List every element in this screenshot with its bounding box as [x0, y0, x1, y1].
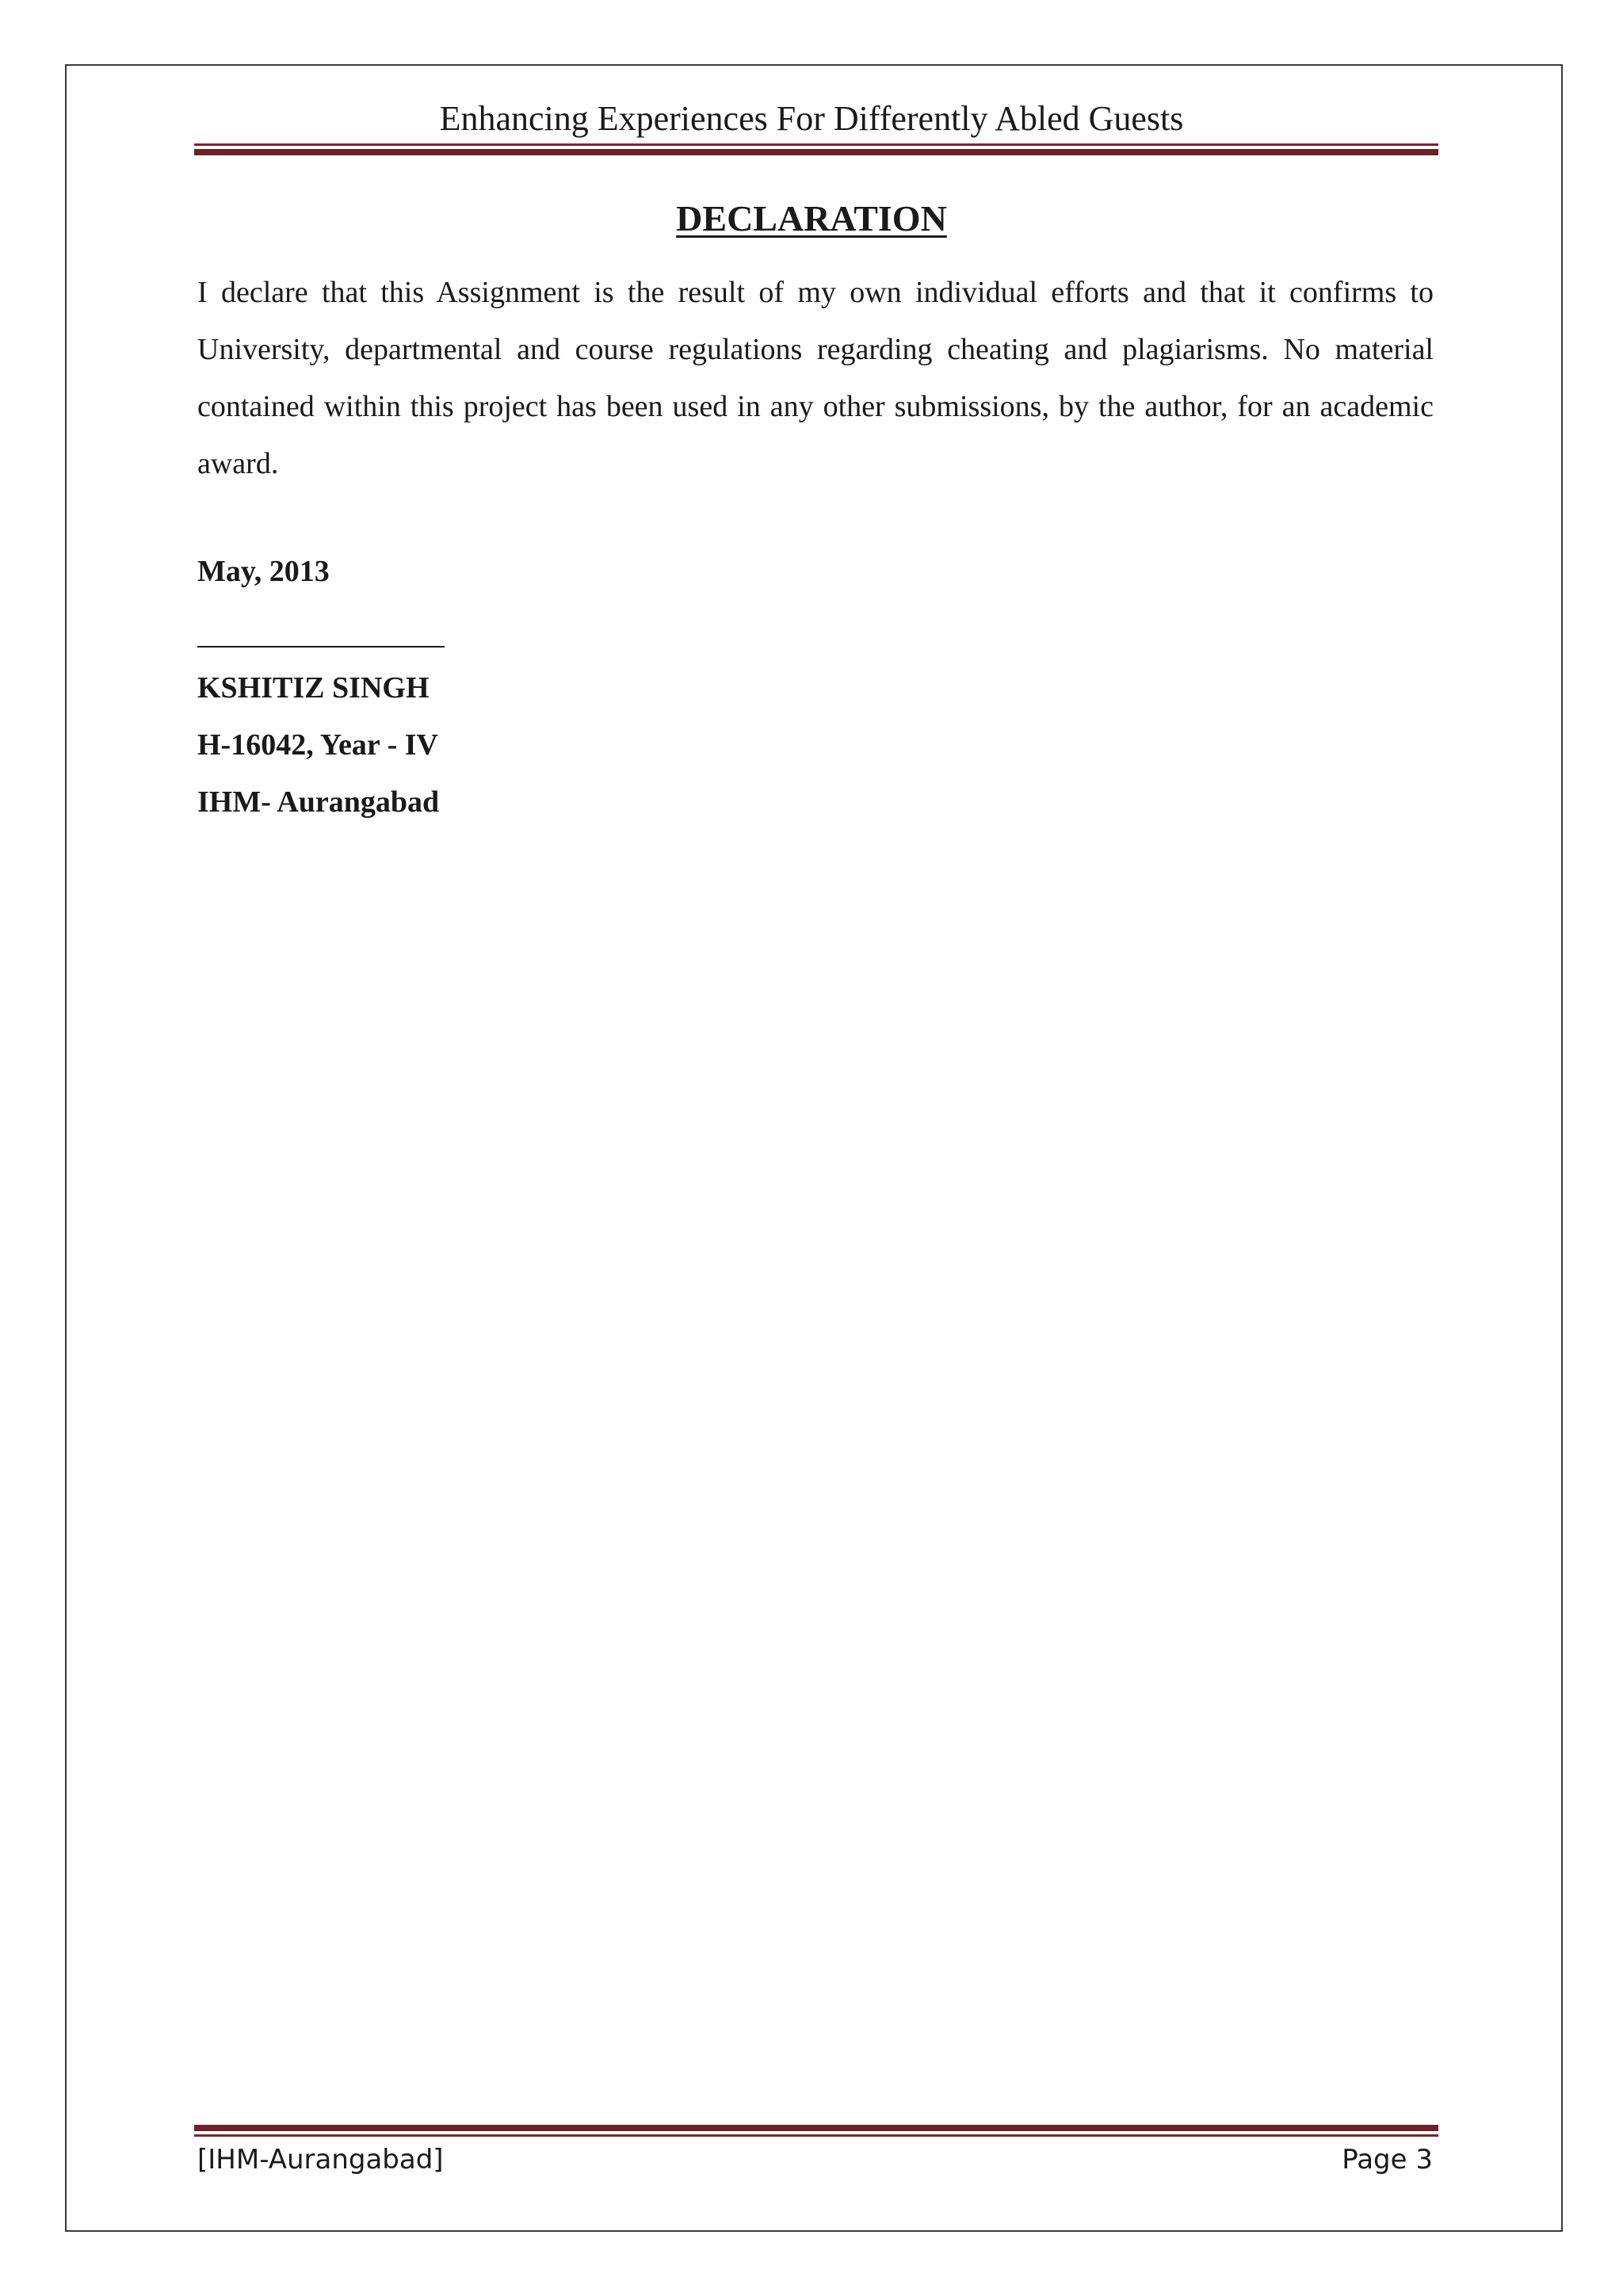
footer-divider	[194, 2125, 1438, 2137]
header-divider	[194, 143, 1438, 155]
signature-line	[197, 646, 445, 648]
declaration-heading-text: DECLARATION	[676, 198, 947, 239]
declaration-paragraph: I declare that this Assignment is the result of my own individual efforts and that it confirms to University, departmental and course regulations regarding cheating and plagiarisms. No material contained within this project has been used in any other submissions, by the author, for an academic award.	[197, 276, 1434, 480]
page-header-title: Enhancing Experiences For Differently Abled Guests	[439, 99, 1184, 138]
declaration-date: May, 2013	[197, 555, 330, 588]
page-number: Page 3	[1342, 2144, 1433, 2176]
footer-institute: [IHM-Aurangabad]	[197, 2144, 444, 2176]
author-id-year: H-16042, Year - IV	[197, 728, 438, 762]
author-name: KSHITIZ SINGH	[197, 671, 430, 705]
author-institute: IHM- Aurangabad	[197, 785, 440, 819]
declaration-heading	[0, 195, 1623, 243]
